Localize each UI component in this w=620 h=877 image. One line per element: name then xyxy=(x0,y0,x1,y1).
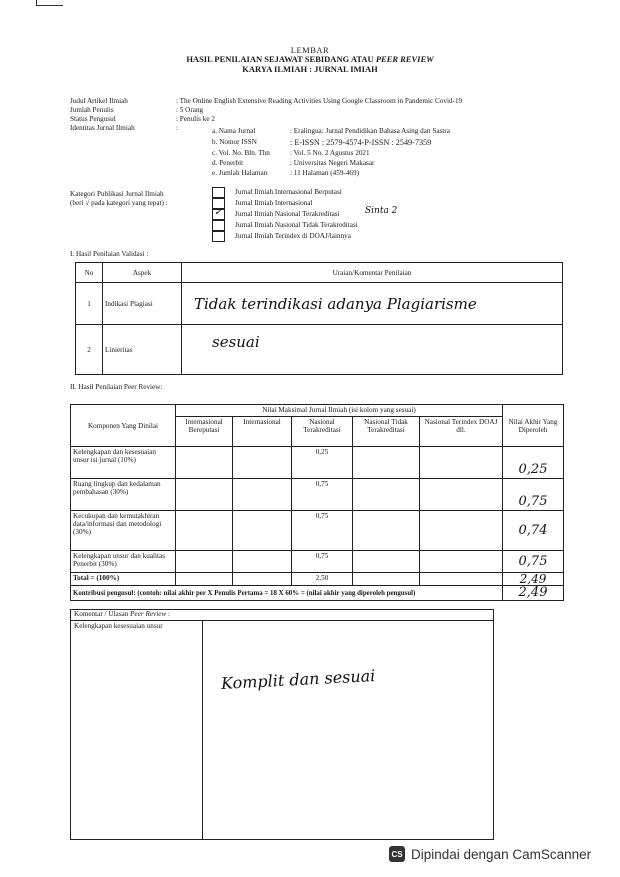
subheader-doaj: Nasional Terindex DOAJ dll. xyxy=(420,417,503,447)
validasi-row-comment: Tidak terindikasi adanya Plagiarisme xyxy=(182,283,563,325)
komentar-text: Komplit dan sesuai xyxy=(220,665,376,694)
camscanner-logo-icon: CS xyxy=(389,846,405,862)
empty-cell xyxy=(233,479,292,511)
penulis-value: : 5 Orang xyxy=(176,106,204,114)
sub-d-value: : Universitas Negeri Makasar xyxy=(290,159,375,167)
validasi-row-no: 2 xyxy=(76,325,103,375)
empty-cell xyxy=(353,479,420,511)
sub-a-value: : Eralingua: Jurnal Pendidikan Bahasa Asing dan Sastra xyxy=(290,127,450,135)
sub-e-value: : 11 Halaman (459-469) xyxy=(290,169,359,177)
doc-title-line2 xyxy=(0,54,620,64)
komentar-label-italic: Peer Review xyxy=(130,610,167,618)
doc-title-line2-prefix: HASIL PENILAIAN SEJAWAT SEBIDANG ATAU xyxy=(186,54,376,64)
sub-b-label: b. Nomor ISSN xyxy=(212,138,257,146)
komentar-divider xyxy=(202,621,203,839)
empty-cell xyxy=(353,447,420,479)
validasi-table xyxy=(75,262,563,375)
kategori-checkbox-3[interactable] xyxy=(212,209,225,220)
status-label: Status Pengusul xyxy=(70,115,116,123)
kategori-checkbox-4[interactable] xyxy=(212,220,225,231)
subheader-internasional: Internasional xyxy=(233,417,292,447)
penulis-label: Jumlah Penulis xyxy=(70,106,114,114)
peer-review-table xyxy=(70,404,564,601)
subheader-internasional-bereputasi: Internasional Bereputasi xyxy=(176,417,233,447)
empty-cell xyxy=(233,447,292,479)
empty-cell xyxy=(176,447,233,479)
total-final: 2,49 xyxy=(503,573,564,586)
kontribusi-final: 2,49 xyxy=(503,586,564,601)
final-cell: 0,74 xyxy=(503,511,564,551)
kategori-option-5: Jurnal Ilmiah Terindex di DOAJ/lainnya xyxy=(235,232,351,240)
komentar-header xyxy=(71,610,494,621)
total-nasional: 2,50 xyxy=(292,573,353,586)
nasional-cell: 0,75 xyxy=(292,479,353,511)
sub-c-label: c. Vol. No. Bln. Thn xyxy=(212,149,270,157)
validasi-row-aspek: Linieritas xyxy=(103,325,182,375)
final-cell: 0,75 xyxy=(503,479,564,511)
sub-d-label: d. Penerbit xyxy=(212,159,244,167)
sub-e-label: e. Jumlah Halaman xyxy=(212,169,268,177)
empty-cell xyxy=(420,551,503,573)
section1-title: I. Hasil Penilaian Validasi : xyxy=(70,250,149,258)
final-cell: 0,25 xyxy=(503,447,564,479)
komentar-label-suffix: : xyxy=(166,610,171,618)
subheader-nasional-terakreditasi: Nasional Terakreditasi xyxy=(292,417,353,447)
empty-cell xyxy=(353,573,420,586)
empty-cell xyxy=(420,573,503,586)
status-value: : Penulis ke 2 xyxy=(176,115,215,123)
judul-value: : The Online English Extensive Reading Activities Using Google Classroom in Pandemic Covid-19 xyxy=(176,97,463,105)
camscanner-watermark xyxy=(389,843,611,865)
doc-title-line1: LEMBAR xyxy=(290,45,330,55)
kategori-option-1: Jurnal Ilmiah Internasional Berputasi xyxy=(235,188,342,196)
empty-cell xyxy=(176,573,233,586)
empty-cell xyxy=(176,479,233,511)
doc-title-line2-italic: PEER REVIEW xyxy=(375,54,434,64)
empty-cell xyxy=(353,511,420,551)
identitas-colon: : xyxy=(176,124,178,132)
empty-cell xyxy=(233,551,292,573)
doc-title-line3: KARYA ILMIAH : JURNAL IMIAH xyxy=(242,64,378,74)
kontribusi-label: Kontribusi pengusul: (contoh: nilai akhir per X Penulis Pertama = 18 X 60% = (nilai akhir yang diperoleh pengusul) xyxy=(71,586,503,601)
header-nilai-maksimal: Nilai Maksimal Jurnal Ilmiah (isi kolom yang sesuai) xyxy=(176,405,503,417)
checkmark-icon: ✓ xyxy=(214,207,223,218)
kategori-checkbox-5[interactable] xyxy=(212,231,225,242)
empty-cell xyxy=(176,511,233,551)
validasi-row-aspek: Indikasi Plagiasi xyxy=(103,283,182,325)
judul-label: Judul Artikel Ilmiah xyxy=(70,97,128,105)
validasi-header-no: No xyxy=(76,263,103,283)
kategori-option-2: Jurnal Ilmiah Internasional xyxy=(235,199,313,207)
camscanner-text: Dipindai dengan CamScanner xyxy=(411,846,592,862)
empty-cell xyxy=(233,511,292,551)
identitas-label: Identitas Jurnal Ilmiah xyxy=(70,124,135,132)
corner-mark xyxy=(36,0,63,6)
sinta-note: Sinta 2 xyxy=(365,206,398,216)
empty-cell xyxy=(233,573,292,586)
komponen-cell: Kelengkapan unsur dan kualitas Penerbit (30%) xyxy=(71,551,176,573)
validasi-header-uraian: Uraian/Komentar Penilaian xyxy=(182,263,563,283)
kategori-hint: (beri √ pada kategori yang tepat) : xyxy=(70,199,168,207)
komentar-label-prefix: Komentar / Ulasan xyxy=(74,610,131,618)
kategori-option-4: Jurnal Ilmiah Nasional Tidak Terakreditasi xyxy=(235,221,358,229)
komponen-cell: Kelengkapan dan kesesuaian unsur isi jurnal (10%) xyxy=(71,447,176,479)
validasi-header-aspek: Aspek xyxy=(103,263,182,283)
empty-cell xyxy=(420,479,503,511)
empty-cell xyxy=(176,551,233,573)
komentar-row-label: Kelengkapan kesesuaian unsur xyxy=(74,622,163,630)
sub-c-value: : Vol. 5 No. 2 Agustus 2021 xyxy=(290,149,370,157)
header-komponen: Komponen Yang Dinilai xyxy=(71,405,176,447)
section2-title: II. Hasil Penilaian Peer Review: xyxy=(70,383,163,391)
nasional-cell: 0,75 xyxy=(292,511,353,551)
sub-a-label: a. Nama Jurnal xyxy=(212,127,256,135)
empty-cell xyxy=(420,511,503,551)
validasi-row-no: 1 xyxy=(76,283,103,325)
empty-cell xyxy=(420,447,503,479)
nasional-cell: 0,25 xyxy=(292,447,353,479)
header-nilai-akhir: Nilai Akhir Yang Diperoleh xyxy=(503,405,564,447)
kategori-option-3: Jurnal Ilmiah Nasional Terakreditasi xyxy=(235,210,340,218)
kategori-checkbox-1[interactable] xyxy=(212,187,225,198)
final-cell: 0,75 xyxy=(503,551,564,573)
komentar-box xyxy=(70,609,494,840)
sub-b-value: : E-ISSN : 2579-4574-P-ISSN : 2549-7359 xyxy=(290,138,432,147)
komponen-cell: Kecukupan dan kemutakhiran data/informasi dan metodologi (30%) xyxy=(71,511,176,551)
kategori-label: Kategori Publikasi Jurnal Ilmiah xyxy=(70,190,164,198)
nasional-cell: 0,75 xyxy=(292,551,353,573)
komponen-cell: Ruang lingkup dan kedalaman pembahasan (30%) xyxy=(71,479,176,511)
empty-cell xyxy=(353,551,420,573)
total-label: Total = (100%) xyxy=(71,573,176,586)
subheader-nasional-tidak-terakreditasi: Nasional Tidak Terakreditasi xyxy=(353,417,420,447)
validasi-row-comment: sesuai xyxy=(182,325,563,375)
